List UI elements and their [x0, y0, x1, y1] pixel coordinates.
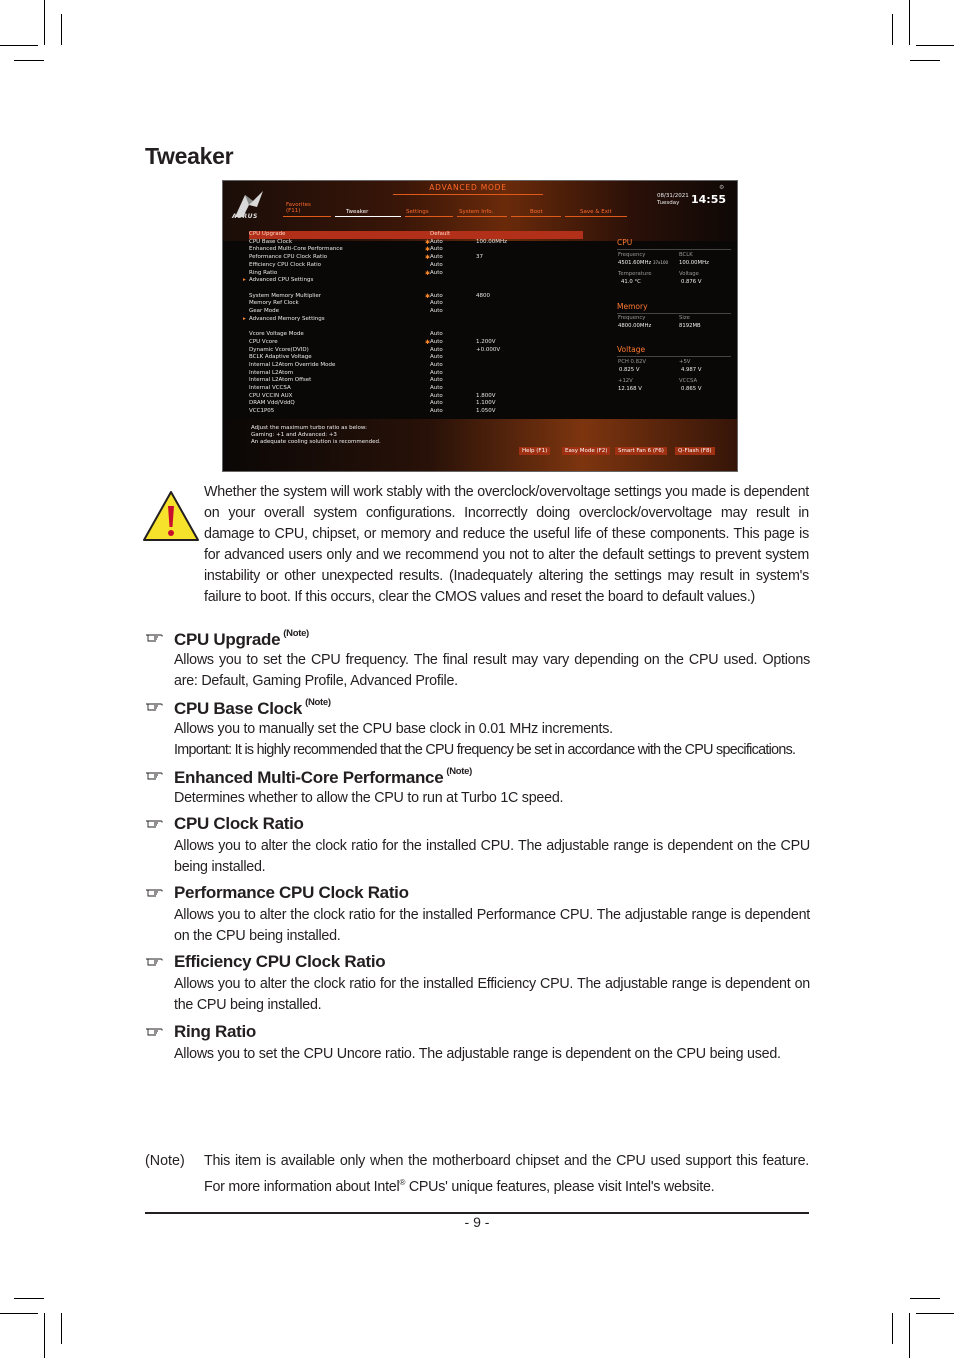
tab-underline [405, 216, 453, 217]
memory-frequency-value: 4800.00MHz [618, 323, 652, 329]
bios-setting-value: Auto [430, 331, 443, 338]
bios-setting-value: Auto [430, 254, 443, 261]
tab-underline [511, 216, 561, 217]
tab-settings[interactable]: Settings [406, 209, 429, 215]
bios-setting-label: System Memory Multiplier [249, 292, 322, 299]
memory-size-label: Size [679, 315, 690, 321]
bios-setting-label: Enhanced Multi-Core Performance [249, 246, 343, 253]
bios-setting-value: Auto [430, 261, 443, 268]
item-title-text: Performance CPU Clock Ratio [174, 883, 409, 902]
bios-setting-row[interactable] [249, 270, 583, 278]
bios-setting-label: CPU VCCIN AUX [249, 392, 293, 399]
section-title: Tweaker [145, 143, 234, 169]
bios-brand-logo: AORUS [232, 213, 258, 220]
modified-marker-icon: ✱ [425, 254, 431, 262]
bios-setting-value: Auto [430, 392, 443, 399]
item-title [174, 883, 409, 903]
pointing-hand-icon [145, 956, 163, 966]
bios-setting-value: Default [430, 231, 451, 237]
help-line: An adequate cooling solution is recommended. [251, 439, 381, 445]
description-paragraph: Allows you to manually set the CPU base clock in 0.01 MHz increments. [174, 721, 613, 737]
item-title [174, 628, 309, 650]
submenu-arrow-icon: ▸ [243, 315, 246, 322]
bios-setting-row[interactable] [249, 262, 583, 270]
item-title [174, 952, 385, 972]
bios-setting-label: Advanced Memory Settings [249, 315, 325, 322]
bios-setting-label: VCC1P05 [249, 408, 275, 415]
pch-voltage-value: 0.825 V [619, 367, 640, 373]
item-title-text: Enhanced Multi-Core Performance [174, 768, 444, 787]
item-title-text: Ring Ratio [174, 1022, 256, 1041]
bios-setting-row[interactable] [249, 339, 583, 347]
bios-setting-label: Advanced CPU Settings [249, 277, 314, 284]
bios-date-value: 08/31/2021 [657, 193, 689, 199]
cpu-frequency-label: Frequency [618, 252, 646, 258]
bios-setting-label: CPU Base Clock [249, 238, 293, 245]
vccsa-value: 0.865 V [681, 386, 702, 392]
bios-setting-value: Auto [430, 269, 443, 276]
bios-setting-label: BCLK Adaptive Voltage [249, 354, 312, 361]
note-marker: (Note) [283, 628, 309, 639]
bios-setting-current: 1.800V [476, 392, 496, 399]
item-description [174, 905, 810, 947]
bios-help-text [251, 425, 381, 446]
bios-setting-current: 4800 [476, 292, 490, 299]
item-description [174, 788, 810, 809]
note-label: (Note) [145, 1153, 185, 1169]
pointing-hand-icon [145, 818, 163, 828]
12v-label: +12V [618, 378, 633, 384]
pointing-hand-icon [145, 701, 163, 711]
registered-mark: ® [399, 1178, 406, 1187]
modified-marker-icon: ✱ [425, 238, 431, 246]
pointing-hand-icon [145, 770, 163, 780]
bios-setting-row[interactable] [249, 246, 583, 254]
bios-setting-label: Ring Ratio [249, 269, 278, 276]
bios-setting-label: Dynamic Vcore(DVID) [249, 346, 309, 353]
item-description [174, 650, 810, 692]
divider [617, 249, 731, 250]
note-text-part: CPUs' unique features, please visit Intel's website. [405, 1178, 715, 1195]
submenu-arrow-icon: ▸ [243, 277, 246, 284]
smart-fan-f6-button[interactable]: Smart Fan 6 (F6) [615, 447, 667, 455]
bios-setting-label: Efficiency CPU Clock Ratio [249, 261, 321, 268]
q-flash-f8-button[interactable]: Q-Flash (F8) [675, 447, 715, 455]
note-marker: (Note) [305, 697, 331, 708]
bios-setting-current: 1.200V [476, 338, 496, 345]
page-number: - 9 - [464, 1214, 490, 1230]
voltage-heading: Voltage [617, 345, 646, 354]
bios-setting-label: Internal L2Atom Override Mode [249, 361, 336, 368]
bios-setting-label: Vcore Voltage Mode [249, 331, 304, 338]
bios-setting-current: 37 [476, 254, 483, 261]
bios-setting-value: Auto [430, 385, 443, 391]
bios-setting-row[interactable] [249, 408, 583, 416]
note-text [204, 1151, 809, 1198]
vccsa-label: VCCSA [679, 378, 698, 384]
pointing-hand-icon [145, 1026, 163, 1036]
memory-frequency-label: Frequency [618, 315, 646, 321]
tab-boot[interactable]: Boot [530, 209, 543, 215]
bios-setting-value: Auto [430, 369, 443, 376]
bios-setting-label: Internal VCCSA [249, 385, 291, 391]
cpu-bclk-label: BCLK [679, 252, 693, 258]
description-paragraph: Allows you to alter the clock ratio for the installed Efficiency CPU. The adjustable range is dependent on the CPU being installed. [174, 976, 810, 1013]
bios-setting-current: 1.100V [476, 400, 496, 407]
bios-setting-current: 100.00MHz [476, 238, 508, 245]
modified-marker-icon: ✱ [425, 338, 431, 346]
gear-icon[interactable]: ⚙ [719, 184, 725, 191]
memory-size-value: 8192MB [679, 323, 701, 329]
tab-underline [457, 216, 507, 217]
divider [617, 356, 731, 357]
bios-setting-row[interactable] [249, 254, 583, 262]
cpu-heading: CPU [617, 238, 633, 247]
modified-marker-icon: ✱ [425, 269, 431, 277]
tab-favorites-shortcut: (F11) [286, 208, 301, 214]
bios-setting-label: CPU Upgrade [249, 231, 286, 237]
bios-setting-row[interactable] [249, 293, 583, 301]
item-title [174, 697, 331, 719]
bios-setting-value: Auto [430, 400, 443, 407]
item-description [174, 1044, 810, 1065]
bios-setting-current: +0.000V [476, 346, 501, 353]
bios-setting-row[interactable] [249, 239, 583, 247]
modified-marker-icon: ✱ [425, 292, 431, 300]
description-paragraph: Allows you to alter the clock ratio for the installed Performance CPU. The adjustable range is dependent on the CPU being installed. [174, 907, 810, 944]
description-paragraph: Determines whether to allow the CPU to run at Turbo 1C speed. [174, 790, 564, 806]
bios-setting-value: Auto [430, 354, 443, 361]
bios-setting-label: Memory Ref Clock [249, 300, 299, 307]
cpu-voltage-value: 0.876 V [681, 279, 702, 285]
note-text-part: This item is available only when the motherboard chipset and the CPU used support this feature. For more information about Intel [204, 1153, 809, 1195]
item-title [174, 766, 472, 788]
12v-value: 12.168 V [618, 386, 642, 392]
bios-setting-row[interactable] [249, 308, 583, 316]
note-marker: (Note) [446, 766, 473, 777]
item-title [174, 814, 304, 834]
bios-mode-title: ADVANCED MODE [393, 183, 543, 195]
description-paragraph: Allows you to alter the clock ratio for the installed CPU. The adjustable range is dependent on the CPU being installed. [174, 838, 810, 875]
tab-tweaker[interactable]: Tweaker [346, 209, 369, 215]
pch-voltage-label: PCH 0.82V [618, 359, 646, 365]
5v-label: +5V [679, 359, 691, 365]
bios-setting-row[interactable] [243, 315, 583, 324]
easy-mode-f2-button[interactable]: Easy Mode (F2) [562, 447, 610, 455]
tab-favorites-label: Favorites [286, 202, 311, 208]
bios-screenshot [222, 180, 738, 472]
item-title-text: CPU Upgrade [174, 630, 281, 649]
bios-setting-value: Auto [430, 408, 443, 415]
tab-underline-active [335, 216, 401, 217]
pointing-hand-icon [145, 887, 163, 897]
bios-setting-row [249, 323, 583, 331]
5v-value: 4.987 V [681, 367, 702, 373]
bios-setting-label: CPU Vcore [249, 338, 278, 345]
cpu-temperature-value: 41.0 °C [621, 279, 641, 285]
cpu-frequency-value: 4501.60MHz 37x100 [618, 260, 669, 266]
warning-text: Whether the system will work stably with the overclock/overvoltage settings you made is dependent on your overall system configurations. Incorrectly doing overclock/overvoltage may result in damage to CPU, chipset, or memory and reduce the useful life of these components. This page is for advanced users only and we recommend you not to alter the default settings to prevent system instability or other unexpected results. (Inadequately altering the settings may result in system's failure to boot. If this occurs, clear the CMOS values and reset the board to default values.) [204, 484, 809, 605]
bios-date [657, 193, 689, 206]
bios-setting-label: DRAM Vdd/VddQ [249, 400, 295, 407]
bios-setting-value: Auto [430, 292, 443, 299]
item-title-text: Efficiency CPU Clock Ratio [174, 952, 386, 971]
bios-setting-row[interactable] [249, 347, 583, 355]
bios-setting-row[interactable] [249, 300, 583, 308]
bios-setting-label: Internal L2Atom Offset [249, 377, 312, 384]
item-title-text: CPU Base Clock [174, 699, 303, 718]
help-line: Gaming: +1 and Advanced: +3 [251, 432, 337, 438]
cpu-voltage-label: Voltage [679, 271, 699, 277]
bios-setting-value: Auto [430, 377, 443, 384]
divider [617, 313, 731, 314]
bios-setting-row[interactable] [243, 277, 583, 285]
bios-setting-row[interactable] [249, 231, 583, 239]
help-f1-button[interactable]: Help (F1) [519, 447, 550, 455]
help-line: Adjust the maximum turbo ratio as below: [251, 425, 367, 431]
bios-setting-current: 1.050V [476, 408, 496, 415]
tab-underline [565, 216, 627, 217]
bios-setting-row[interactable] [249, 354, 583, 362]
item-description [174, 974, 810, 1016]
tab-underline [283, 216, 331, 217]
bios-setting-row[interactable] [249, 393, 583, 401]
bios-setting-row[interactable] [249, 385, 583, 393]
bios-setting-value: Auto [430, 246, 443, 253]
description-paragraph: Important: It is highly recommended that the CPU frequency be set in accordance with the CPU specifications. [174, 742, 796, 758]
bios-setting-value: Auto [430, 308, 443, 314]
bios-setting-label: Internal L2Atom [249, 369, 294, 376]
bios-setting-value: Auto [430, 238, 443, 245]
bios-setting-value: Auto [430, 338, 443, 345]
bios-setting-row[interactable] [249, 377, 583, 385]
bios-clock: 14:55 [691, 193, 727, 206]
bios-setting-row[interactable] [249, 400, 583, 408]
item-description [174, 836, 810, 878]
warning-triangle-icon [142, 490, 200, 542]
bios-setting-row[interactable] [249, 362, 583, 370]
tab-save-exit[interactable]: Save & Exit [580, 209, 612, 215]
cpu-temperature-label: Temperature [618, 271, 652, 277]
bios-day-value: Tuesday [657, 199, 680, 206]
bios-setting-row [249, 285, 583, 293]
pointing-hand-icon [145, 632, 163, 642]
modified-marker-icon: ✱ [425, 246, 431, 254]
description-paragraph: Allows you to set the CPU frequency. The final result may vary depending on the CPU used. Options are: Default, Gaming Profile, Advanced Profile. [174, 652, 810, 689]
bios-setting-value: Auto [430, 300, 443, 307]
item-title [174, 1022, 256, 1042]
bios-setting-row[interactable] [249, 331, 583, 339]
item-title-text: CPU Clock Ratio [174, 814, 304, 833]
bios-setting-value: Auto [430, 361, 443, 368]
tab-favorites[interactable] [286, 202, 311, 214]
cpu-bclk-value: 100.00MHz [679, 260, 709, 266]
memory-heading: Memory [617, 302, 648, 311]
tab-system-info[interactable]: System Info. [459, 209, 494, 215]
bios-setting-value: Auto [430, 346, 443, 353]
bios-setting-label: Gear Mode [249, 308, 280, 314]
bios-setting-label: Peformance CPU Clock Ratio [249, 254, 328, 261]
bios-setting-row[interactable] [249, 370, 583, 378]
item-description [174, 719, 810, 761]
description-paragraph: Allows you to set the CPU Uncore ratio. The adjustable range is dependent on the CPU being used. [174, 1046, 781, 1062]
